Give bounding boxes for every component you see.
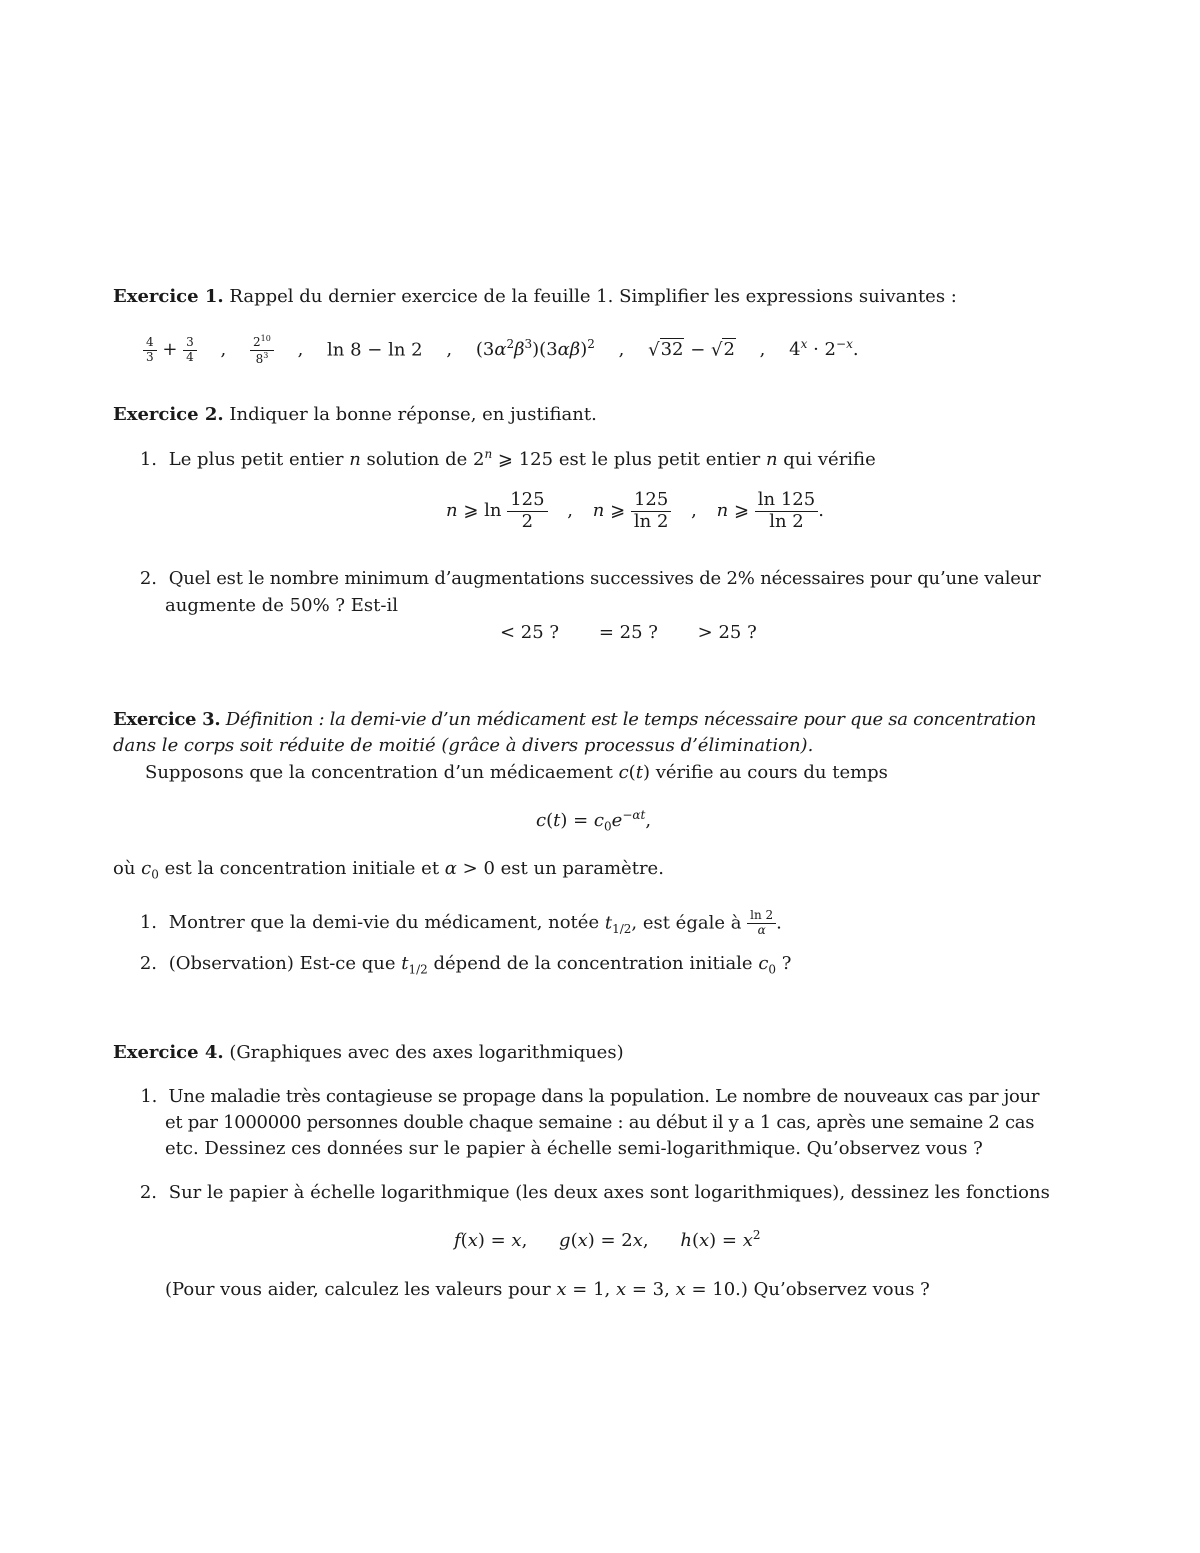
hint-text: .) Qu’observez vous ? <box>735 1279 930 1300</box>
expr-exponential-product: $4^x \cdot 2^{-x}$. <box>789 337 859 361</box>
question-text: solution de <box>360 449 474 470</box>
question-text: Montrer que la demi-vie du médicament, notée <box>168 912 605 934</box>
question-text: , est égale à <box>631 912 748 934</box>
concentration-formula: $c(t) = c_0e^{-\alpha t}$, <box>536 808 652 834</box>
body-text: Supposons que la concentration d’un médicaement <box>145 762 619 783</box>
exercise-4-title: Exercice 4. <box>113 1042 224 1063</box>
definition-text: Définition : la demi-vie d’un médicament est le temps nécessaire pour que sa concentration <box>225 709 1037 730</box>
expr-alpha-beta-product: $(3\alpha^2\beta^3)(3\alpha\beta)^2$ <box>475 337 595 361</box>
exercise-2-question-2 <box>131 568 1041 589</box>
hint-text: (Pour vous aider, calculez les valeurs pour <box>165 1279 557 1300</box>
exercise-3-question-2: 2. (Observation) Est-ce que $t_{1/2}$ dépend de la concentration initiale $c_0$ ? <box>131 953 791 974</box>
expr-ln-difference: ln 8 − ln 2 <box>327 339 423 361</box>
expr-fractions-sum: $\frac{4}{3}$ + $\frac{3}{4}$ <box>143 339 203 360</box>
question-text: Une maladie très contagieuse se propage dans la population. Le nombre de nouveaux cas par jour <box>168 1086 1040 1107</box>
exercise-2-question-2-cont: augmente de 50% ? Est-il <box>165 595 398 616</box>
exercise-2-title: Exercice 2. <box>113 404 224 425</box>
functions-formula: f(x) = x, g(x) = 2x, $h(x) = x^2$ <box>454 1228 761 1251</box>
exercise-2-intro: Indiquer la bonne réponse, en justifiant. <box>229 404 597 425</box>
exercise-1-expressions: $\frac{4}{3}$ + $\frac{3}{4}$ , $\frac{2^{10}}{8^3}$ , ln 8 − ln 2 , $(3\alpha^2\beta^3)(3\alpha\beta)^2$ , √32 − √2 , $4^x \cdot 2^{-x}$. <box>143 334 859 367</box>
exercise-1-heading <box>113 286 957 307</box>
question-text: ? <box>776 953 792 974</box>
exercise-4-question-2 <box>131 1182 1050 1203</box>
choice-less: < 25 ? <box>500 622 560 643</box>
exercise-4-question-1 <box>131 1086 1039 1107</box>
expr-power-ratio: $\frac{2^{10}}{8^3}$ <box>250 339 280 360</box>
question-text: dépend de la concentration initiale <box>427 953 759 974</box>
question-text-cont: etc. Dessinez ces données sur le papier à échelle semi-logarithmique. Qu’observez vous ? <box>165 1138 983 1159</box>
exercise-2-heading <box>113 404 597 425</box>
exercise-4-heading <box>113 1042 624 1063</box>
question-text-cont: et par 1000000 personnes double chaque semaine : au début il y a 1 cas, après une semaine 2 cas <box>165 1112 1035 1133</box>
question-text: Le plus petit entier <box>168 449 350 470</box>
choice-equal: = 25 ? <box>598 622 658 643</box>
body-text: est un paramètre. <box>494 858 664 879</box>
question-text: Sur le papier à échelle logarithmique (les deux axes sont logarithmiques), dessinez les fonctions <box>168 1182 1050 1203</box>
body-text: où <box>113 858 142 879</box>
exercise-4-hint: (Pour vous aider, calculez les valeurs pour x = 1, x = 3, x = 10.) Qu’observez vous ? <box>165 1279 930 1300</box>
exercise-1-intro: Rappel du dernier exercice de la feuille 1. Simplifier les expressions suivantes : <box>229 286 957 307</box>
choice-greater: > 25 ? <box>697 622 757 643</box>
question-number: 2. <box>139 1182 157 1203</box>
expr-sqrt-difference: √32 − √2 <box>648 339 735 361</box>
exercise-3-where: où $c_0$ est la concentration initiale et α > 0 est un paramètre. <box>113 858 664 882</box>
exercise-1-title: Exercice 1. <box>113 286 224 307</box>
question-number: 1. <box>139 912 157 934</box>
exercise-2-choices <box>500 622 757 643</box>
question-text: Quel est le nombre minimum d’augmentations successives de 2% nécessaires pour qu’une valeur <box>168 568 1041 589</box>
definition-text-cont: dans le corps soit réduite de moitié (grâce à divers processus d’élimination). <box>113 735 814 756</box>
exercise-3-title: Exercice 3. <box>113 709 221 730</box>
question-number: 1. <box>139 449 157 470</box>
question-text: qui vérifie <box>777 449 876 470</box>
exercise-3-suppose: Supposons que la concentration d’un médicaement c(t) vérifie au cours du temps <box>145 762 888 783</box>
exercise-4-intro: (Graphiques avec des axes logarithmiques) <box>229 1042 624 1063</box>
exercise-3-question-1: 1. Montrer que la demi-vie du médicament, notée $t_{1/2}$, est égale à $\frac{\ln 2}{\alpha}$ . <box>131 909 782 938</box>
question-number: 2. <box>139 953 157 974</box>
question-number: 1. <box>140 1086 157 1107</box>
exercise-3-heading <box>113 709 1036 730</box>
question-text: (Observation) Est-ce que <box>168 953 402 974</box>
body-text: est la concentration initiale et <box>158 858 445 879</box>
exercise-2-question-1: 1. Le plus petit entier n solution de 2$^n$ ⩾ 125 est le plus petit entier n qui vérifie <box>131 449 876 470</box>
exercise-2-inequalities: n ⩾ ln $\frac{125}{2}$ , n ⩾ $\frac{125}{\ln 2}$ , n ⩾ $\frac{\ln 125}{\ln 2}$ . <box>446 489 824 532</box>
body-text: vérifie au cours du temps <box>649 762 888 783</box>
question-number: 2. <box>139 568 157 589</box>
question-text: est le plus petit entier <box>553 449 766 470</box>
